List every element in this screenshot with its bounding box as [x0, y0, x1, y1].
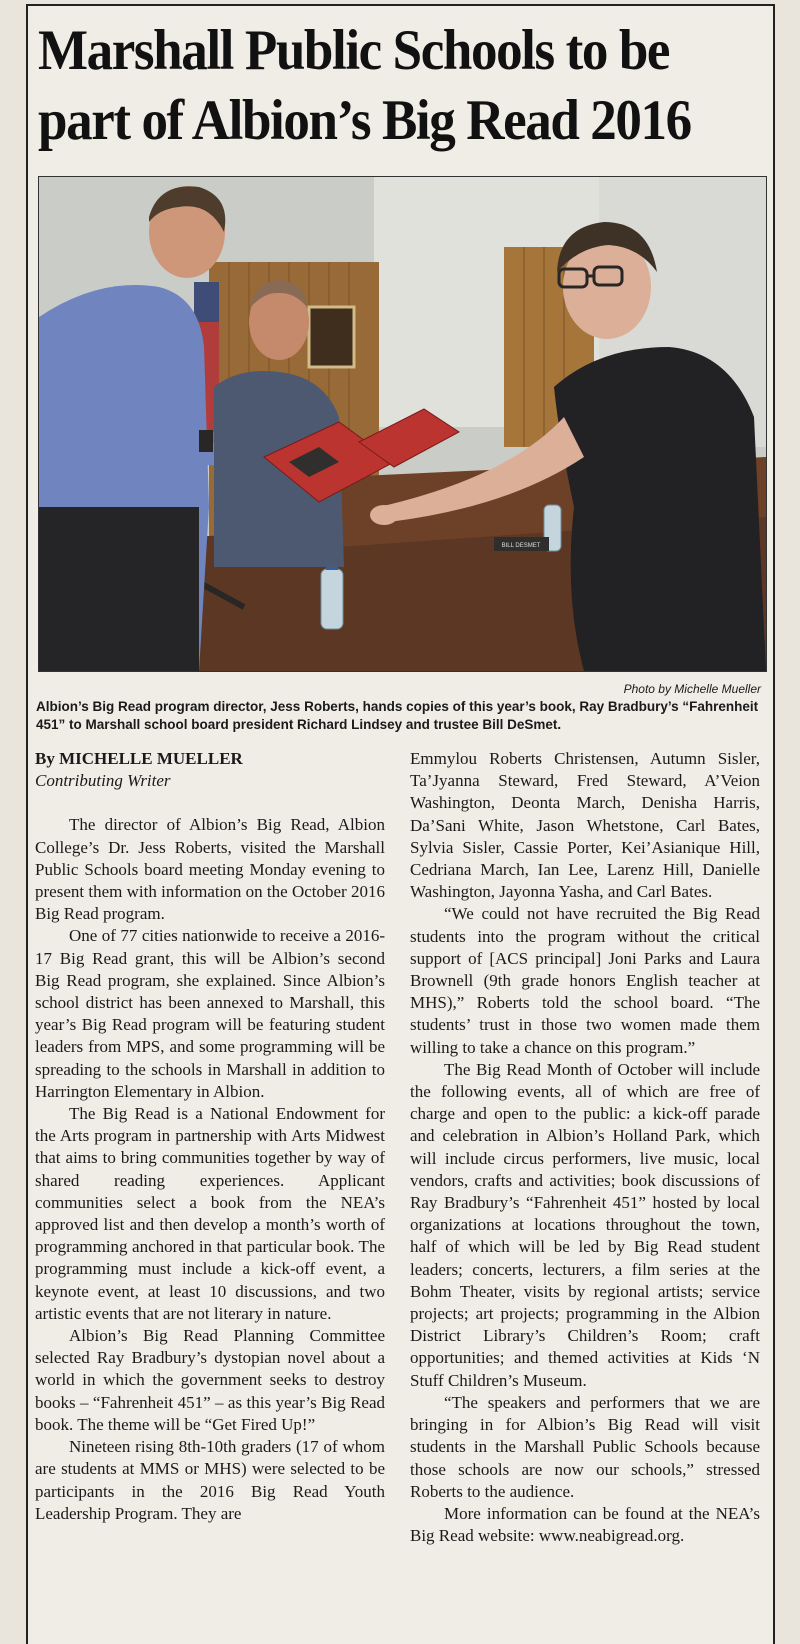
newspaper-clipping [26, 4, 775, 1644]
paragraph: More information can be found at the NEA’s Big Read website: www.neabigread.org. [410, 1503, 760, 1546]
paragraph: The Big Read is a National Endowment for the Arts program in partnership with Arts Midwest that aims to bring communities together by way of shared reading experiences. Applicant communities select a book from the NEA’s approved list and then develop a month’s worth of programming anchored in that particular book. The programming must include a kick-off event, a keynote event, at least 10 discussions, and two artistic events that are not literary in nature. [35, 1104, 385, 1323]
paragraph: The Big Read Month of October will include the following events, all of which are free of charge and open to the public: a kick-off parade and celebration in Albion’s Holland Park, which will include circus performers, live music, local vendors, crafts and activities; book discussions of Ray Bradbury’s “Fahrenheit 451” hosted by local organizations at locations throughout the town, half of which will be led by Big Read student leaders; concerts, lecturers, a film series at the Bohm Theater, visits by regional artists; service projects; art projects; programming in the Albion District Library’s Children’s Room; craft opportunities; and themed activities at Kids ‘N Stuff Children’s Museum. [410, 1059, 760, 1390]
paragraph: “The speakers and performers that we are bringing in for Albion’s Big Read will visit students in the Marshall Public Schools because those schools are now our schools,” stressed Roberts to the audience. [410, 1392, 760, 1501]
paragraph: The director of Albion’s Big Read, Albion College’s Dr. Jess Roberts, visited the Marshall Public Schools board meeting Monday evening to present them with information on the October 2016 Big Read program. [35, 815, 385, 924]
photo-credit: Photo by Michelle Mueller [623, 682, 761, 696]
photo-caption: Albion’s Big Read program director, Jess Roberts, hands copies of this year’s book, Ray Bradbury’s “Fahrenheit 451” to Marshall school board president Richard Lindsey and trustee Bill DeSmet. [36, 699, 759, 732]
nameplate-text: BILL DESMET [501, 543, 541, 549]
article-column-left [35, 748, 385, 1525]
byline-author: By MICHELLE MUELLER [35, 749, 243, 768]
headline: Marshall Public Schools to be part of Albion’s Big Read 2016 [38, 19, 691, 152]
paragraph: Nineteen rising 8th-10th graders (17 of whom are students at MMS or MHS) were selected to be participants in the 2016 Big Read Youth Leadership Program. They are [35, 1437, 385, 1523]
paragraph: Emmylou Roberts Christensen, Autumn Sisler, Ta’Jyanna Steward, Fred Steward, A’Veion Washington, Deonta March, Denisha Harris, Da’Sani White, Jason Whetstone, Carl Bates, Sylvia Sisler, Cassie Porter, Kei’Asianique Hill, Cedriana March, Ian Lee, Larenz Hill, Danielle Washington, Jayonna Yasha, and Carl Bates. [410, 749, 760, 902]
photo-illustration [39, 177, 766, 671]
paragraph: One of 77 cities nationwide to receive a 2016-17 Big Read grant, this will be Albion’s second Big Read program, she explained. Since Albion’s school district has been annexed to Marshall, this year’s Big Read program will be featuring student leaders from MPS, and some programming will be spreading to the schools in Marshall in addition to Harrington Elementary in Albion. [35, 926, 385, 1101]
article-photo [38, 176, 767, 672]
byline-role: Contributing Writer [35, 771, 171, 791]
article-column-right [410, 748, 760, 1547]
paragraph: “We could not have recruited the Big Read students into the program without the critical support of [ACS principal] Joni Parks and Laura Brownell (9th grade honors English teacher at MHS),” Roberts told the school board. “The students’ trust in those two women made them willing to take a chance on this program.” [410, 904, 760, 1057]
paragraph: Albion’s Big Read Planning Committee selected Ray Bradbury’s dystopian novel about a world in which the government seeks to destroy books – “Fahrenheit 451” – as this year’s Big Read book. The theme will be “Get Fired Up!” [35, 1326, 385, 1434]
